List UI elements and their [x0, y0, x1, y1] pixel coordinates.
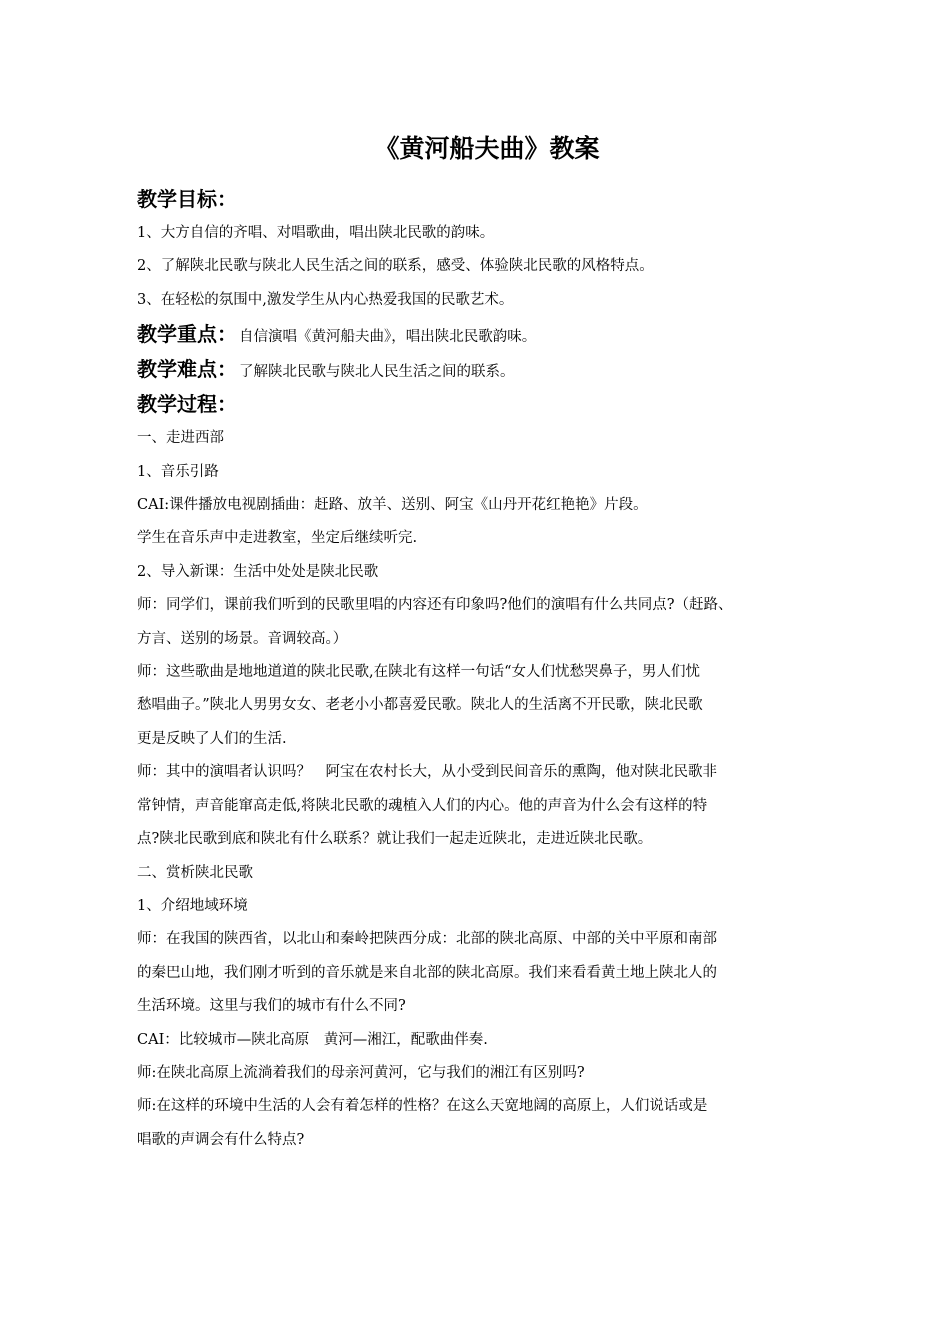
process-line: 生活环境。这里与我们的城市有什么不同?: [137, 998, 406, 1015]
objectives-heading: 教学目标：: [137, 187, 237, 211]
process-line: 更是反映了人们的生活.: [137, 730, 287, 747]
process-line: CAI：比较城市—陕北高原 黄河—湘江，配歌曲伴奏.: [137, 1031, 488, 1048]
process-line: CAI:课件播放电视剧插曲：赶路、放羊、送别、阿宝《山丹开花红艳艳》片段。: [137, 497, 648, 514]
process-line: 唱歌的声调会有什么特点?: [137, 1131, 305, 1148]
objective-item: 1、大方自信的齐唱、对唱歌曲，唱出陕北民歌的韵味。: [137, 225, 495, 241]
key-point-label: 教学重点：: [137, 322, 237, 347]
document-title: 《黄河船夫曲》教案: [374, 134, 600, 163]
objective-item: 3、在轻松的氛围中,激发学生从内心热爱我国的民歌艺术。: [137, 291, 514, 308]
difficulty-row: [137, 352, 827, 387]
document-body: [137, 126, 827, 1157]
process-line: 1、音乐引路: [137, 463, 219, 480]
key-point-text: 自信演唱《黄河船夫曲》，唱出陕北民歌韵味。: [239, 329, 537, 346]
process-line: 愁唱曲子。”陕北人男男女女、老老小小都喜爱民歌。陕北人的生活离不开民歌，陕北民歌: [137, 697, 703, 714]
process-line: 的秦巴山地，我们刚才听到的音乐就是来自北部的陕北高原。我们来看看黄土地上陕北人的: [137, 964, 717, 981]
process-line: 常钟情，声音能窜高走低,将陕北民歌的魂植入人们的内心。他的声音为什么会有这样的特: [137, 797, 708, 814]
process-line: 师：这些歌曲是地地道道的陕北民歌,在陕北有这样一句话“女人们忧愁哭鼻子，男人们忧: [137, 664, 701, 681]
objective-item: 2、了解陕北民歌与陕北人民生活之间的联系，感受、体验陕北民歌的风格特点。: [137, 258, 654, 275]
process-line: 师:在这样的环境中生活的人会有着怎样的性格？在这么天宽地阔的高原上，人们说话或是: [137, 1098, 708, 1115]
process-line: 一、走进西部: [137, 430, 224, 447]
difficulty-label: 教学难点：: [137, 357, 237, 382]
process-line: 师：其中的演唱者认识吗？ 阿宝在农村长大，从小受到民间音乐的熏陶，他对陕北民歌非: [137, 764, 717, 781]
process-line: 点?陕北民歌到底和陕北有什么联系？就让我们一起走近陕北，走进近陕北民歌。: [137, 831, 653, 848]
process-line: 师:在陕北高原上流淌着我们的母亲河黄河，它与我们的湘江有区别吗?: [137, 1064, 585, 1081]
difficulty-text: 了解陕北民歌与陕北人民生活之间的联系。: [239, 364, 515, 381]
key-point-row: [137, 317, 827, 352]
process-line: 二、赏析陕北民歌: [137, 864, 253, 881]
process-line: 1、介绍地域环境: [137, 897, 248, 914]
process-line: 学生在音乐声中走进教室，坐定后继续听完.: [137, 530, 418, 547]
process-line: 方言、送别的场景。音调较高。）: [137, 630, 348, 647]
process-line: 2、导入新课：生活中处处是陕北民歌: [137, 563, 379, 580]
process-heading: 教学过程：: [137, 392, 237, 417]
process-line: 师：同学们，课前我们听到的民歌里唱的内容还有印象吗?他们的演唱有什么共同点?（赶路、: [137, 597, 733, 614]
process-line: 师：在我国的陕西省，以北山和秦岭把陕西分成：北部的陕北高原、中部的关中平原和南部: [137, 931, 717, 948]
